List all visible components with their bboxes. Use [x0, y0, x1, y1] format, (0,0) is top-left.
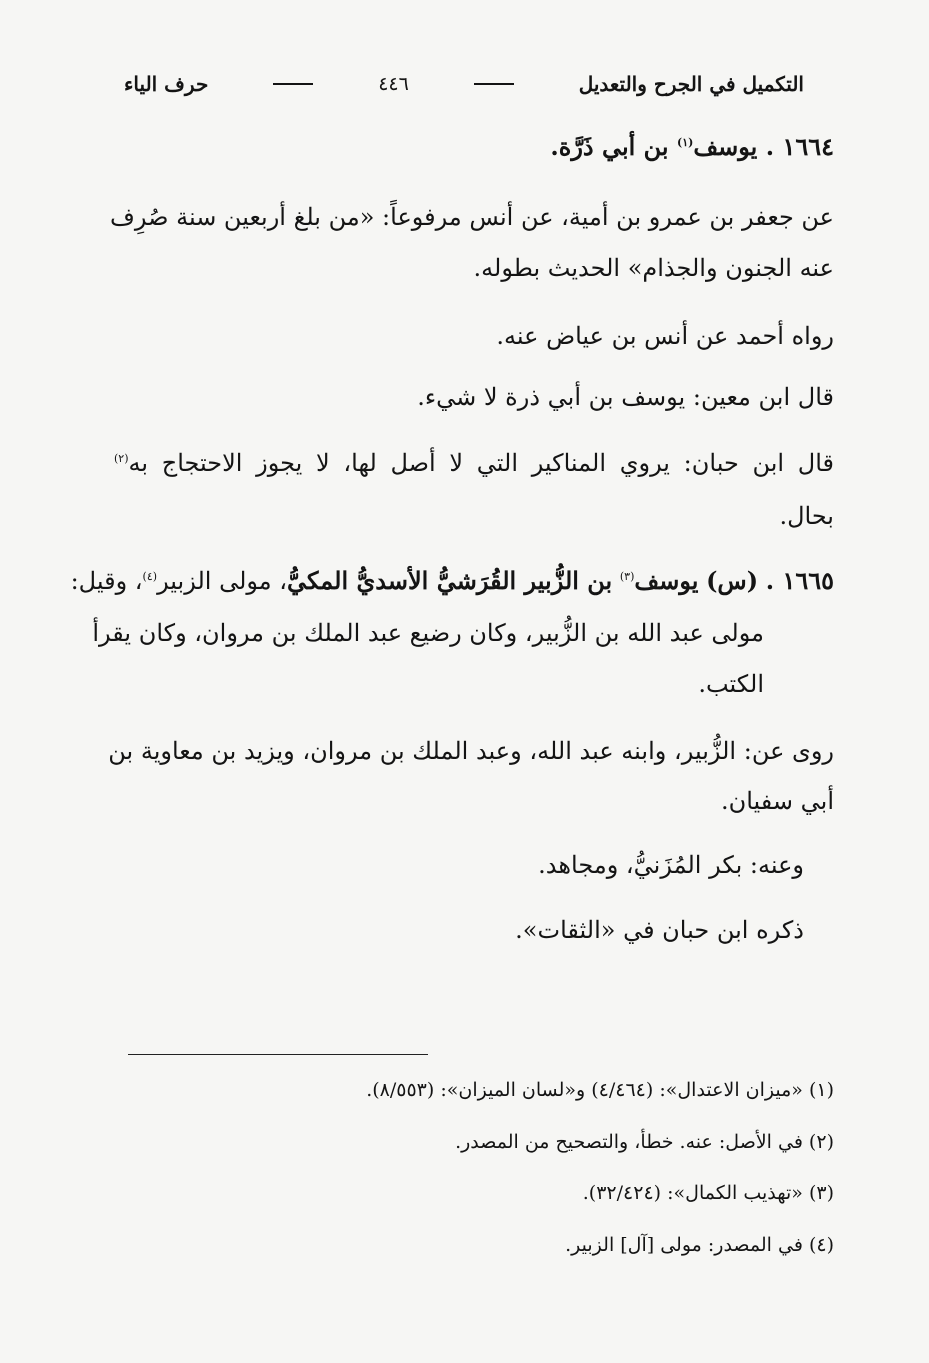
- entry-heading-1665: [70, 561, 834, 601]
- header-divider: [474, 83, 514, 85]
- entry-symbol: (س): [706, 566, 759, 595]
- text-line: عن جعفر بن عمرو بن أمية، عن أنس مرفوعاً: «من بلغ أربعين سنة صُرِف: [109, 203, 834, 231]
- footnote: (٢) في الأصل: عنه. خطأ، والتصحيح من المصدر.: [455, 1131, 834, 1153]
- text-span: ، مولى الزبير: [157, 567, 288, 595]
- footnote: (١) «ميزان الاعتدال»: (٤/٤٦٤) و«لسان الميزان»: (٨/٥٥٣).: [366, 1079, 834, 1101]
- footnote-rule: [128, 1054, 428, 1055]
- footnote-marker: (٤): [142, 570, 158, 583]
- page-number: ٤٤٦: [378, 73, 409, 95]
- text-line: قال ابن معين: يوسف بن أبي ذرة لا شيء.: [417, 383, 834, 411]
- entry-name: يوسف: [634, 566, 699, 595]
- header-divider: [273, 83, 313, 85]
- entry-number: ١٦٦٥ .: [765, 566, 834, 595]
- entry-name: يوسف: [693, 132, 758, 161]
- footnote: (٤) في المصدر: مولى [آل] الزبير.: [565, 1234, 834, 1256]
- footnote-marker: (١): [676, 136, 694, 149]
- running-header: [124, 64, 804, 104]
- text-line: عنه الجنون والجذام» الحديث بطوله.: [473, 254, 834, 282]
- text-line: ذكره ابن حبان في «الثقات».: [515, 916, 804, 944]
- text-span: ، وقيل:: [70, 567, 143, 595]
- text-span: قال ابن حبان: يروي المناكير التي لا أصل لها، لا يجوز الاحتجاج به: [128, 449, 834, 477]
- text-line: [114, 443, 834, 483]
- header-book-title: التكميل في الجرح والتعديل: [578, 72, 804, 96]
- text-line: رواه أحمد عن أنس بن عياض عنه.: [496, 322, 834, 350]
- entry-number: ١٦٦٤ .: [765, 132, 834, 161]
- text-line: بحال.: [779, 502, 834, 530]
- entry-name-rest: بن أبي ذَرَّة.: [550, 132, 669, 161]
- entry-heading-1664: [550, 127, 834, 167]
- text-line: وعنه: بكر المُزَنيُّ، ومجاهد.: [538, 851, 804, 879]
- text-line: مولى عبد الله بن الزُّبير، وكان رضيع عبد الملك بن مروان، وكان يقرأ: [92, 619, 764, 647]
- footnote: (٣) «تهذيب الكمال»: (٣٢/٤٢٤).: [582, 1182, 834, 1204]
- header-section: حرف الياء: [124, 72, 209, 96]
- footnote-marker: (٢): [114, 452, 129, 465]
- text-line: روى عن: الزُّبير، وابنه عبد الله، وعبد الملك بن مروان، ويزيد بن معاوية بن: [108, 737, 834, 765]
- text-line: الكتب.: [698, 670, 764, 698]
- entry-name-rest: بن الزُّبير القُرَشيُّ الأسديُّ المكيُّ: [287, 566, 613, 595]
- text-line: أبي سفيان.: [720, 787, 834, 815]
- footnote-marker: (٣): [619, 570, 635, 583]
